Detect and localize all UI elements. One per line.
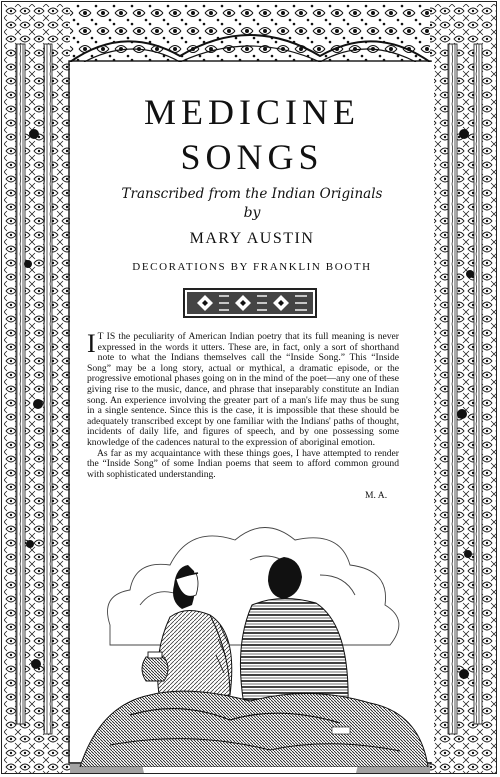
intro-paragraph-1-text: T IS the peculiarity of American Indian poetry that its full meaning is never expressed in the words it utters. These are, in fact, only a sort of shorthand note to what the Indians themselves call the “Inside Song.” This “Inside Song” may be a long story, actual or mythical, a dramatic episode, or the progressive emotional phases going on in the mind of the poet—any one of these giving rise to the music, dance, and phrase that inseparably constitute an Indian song. An experience involving the greater part of a man's life may thus be sung in a single sentence. Since this is the case, it is impossible that these should be adequately transcribed except by one familiar with the Indians' paths of thought, incidents of daily life, and figures of speech, and by one possessing some knowledge of the cadences natural to the expression of aboriginal emotion. [87, 331, 399, 448]
intro-paragraph-1 [87, 329, 399, 449]
page-title-line1: MEDICINE [144, 92, 360, 132]
drop-cap: I [87, 329, 96, 358]
subtitle: Transcribed from the Indian Originals [121, 186, 383, 202]
introduction-text [87, 329, 399, 480]
navajo-rug-ornament [183, 288, 317, 318]
intro-paragraph-2: As far as my acquaintance with these things goes, I have attempted to render the “Inside Song” of some Indian poems that seem to afford common ground with sophisticated understanding. [87, 447, 399, 480]
page-title-line2: SONGS [180, 137, 324, 177]
author-name: MARY AUSTIN [189, 230, 315, 247]
two-figures-illustration [70, 505, 434, 767]
author-initials: M. A. [365, 490, 388, 501]
byline: by [243, 205, 261, 221]
decorations-credit: DECORATIONS BY FRANKLIN BOOTH [132, 261, 372, 273]
